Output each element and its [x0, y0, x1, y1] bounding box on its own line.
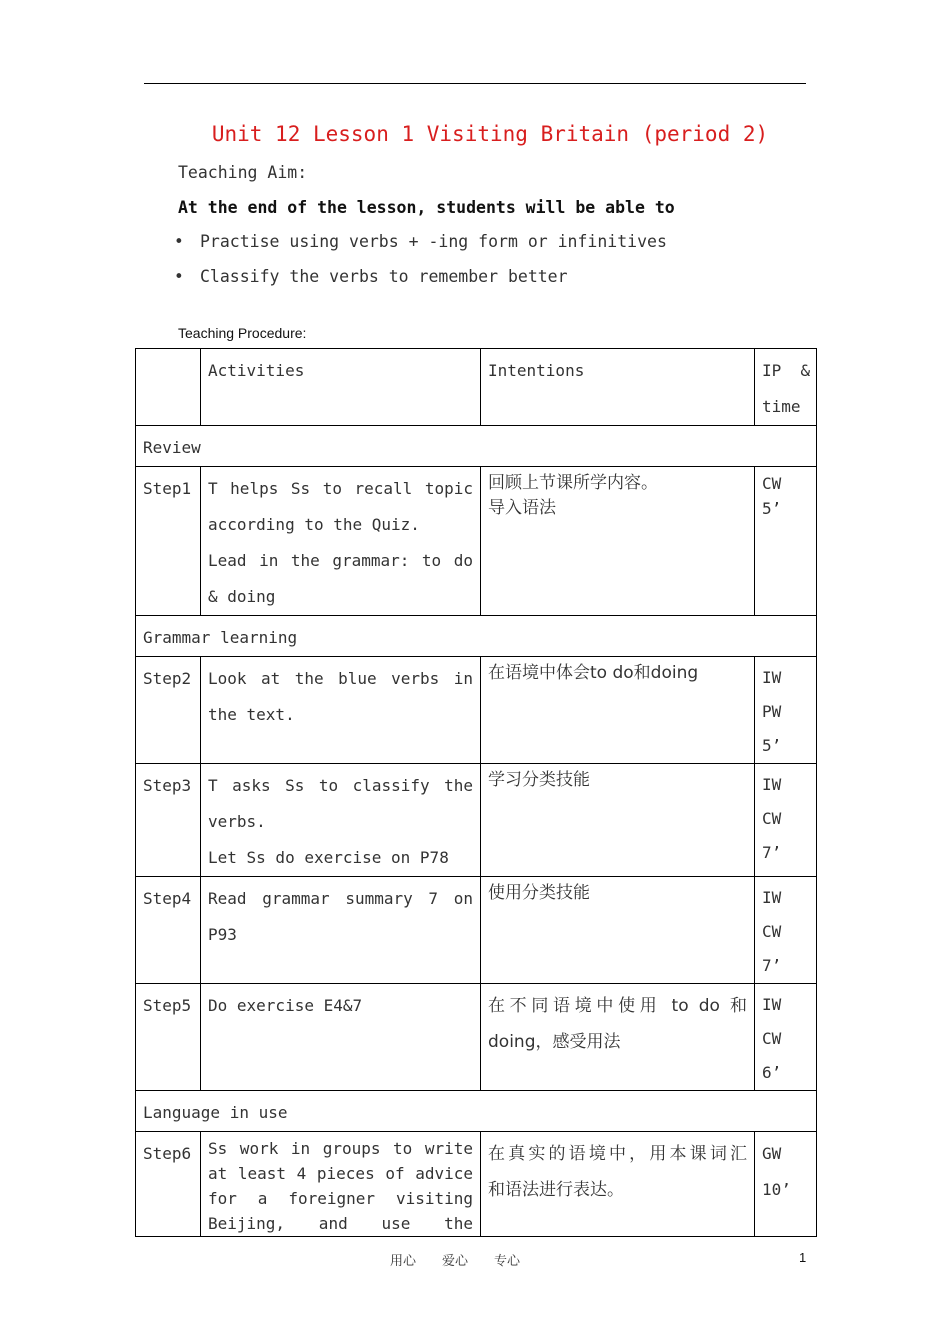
- intention-cell: [481, 467, 755, 616]
- ip-line: IW: [762, 775, 782, 794]
- activity-cell: [201, 1132, 481, 1237]
- header-rule: [144, 83, 806, 84]
- ip-cell: [755, 657, 817, 764]
- activity-line: Do exercise E4&7: [208, 996, 363, 1015]
- ip-line: IW: [762, 995, 782, 1014]
- ip-line: 5’: [762, 499, 782, 518]
- step-cell: Step1: [136, 467, 201, 616]
- step-cell: Step6: [136, 1132, 201, 1237]
- header-step-cell: [136, 349, 201, 426]
- activity-line: Ss work in groups to write: [208, 1139, 473, 1158]
- activity-line: P93: [208, 925, 237, 944]
- step-cell: Step4: [136, 877, 201, 984]
- intention-line: doing，感受用法: [488, 1032, 621, 1052]
- aim-bullet-item: [174, 232, 667, 251]
- header-ip-time: [755, 349, 817, 426]
- ip-line: PW: [762, 702, 782, 721]
- step-cell: Step2: [136, 657, 201, 764]
- table-row: [136, 657, 817, 764]
- ip-line: 7’: [762, 843, 782, 862]
- header-activities: Activities: [201, 349, 481, 426]
- footer-word: 用心: [390, 1254, 417, 1269]
- bullet-icon: •: [174, 267, 184, 286]
- intention-line: 导入语法: [488, 498, 556, 518]
- aim-bullet-text: Practise using verbs + -ing form or infinitives: [200, 232, 667, 251]
- section-review: Review: [136, 426, 817, 467]
- table-row: [136, 1132, 817, 1237]
- activity-line: Let Ss do exercise on P78: [208, 848, 449, 867]
- ip-line: GW: [762, 1144, 782, 1163]
- section-row: [136, 1091, 817, 1132]
- section-row: [136, 616, 817, 657]
- intention-line: 回顾上节课所学内容。: [488, 473, 658, 493]
- intention-cell: [481, 984, 755, 1091]
- bullet-icon: •: [174, 232, 184, 251]
- activity-line: according to the Quiz.: [208, 515, 420, 534]
- ip-line: IW: [762, 668, 782, 687]
- activity-line: Look at the blue verbs in: [208, 669, 473, 688]
- intention-cell: [481, 764, 755, 877]
- activity-line: Lead in the grammar: to do: [208, 551, 473, 570]
- ip-cell: [755, 467, 817, 616]
- page-number: 1: [799, 1250, 807, 1265]
- activity-line: T asks Ss to classify the: [208, 776, 473, 795]
- intention-line: 使用分类技能: [488, 883, 590, 903]
- activity-line: at least 4 pieces of advice: [208, 1164, 473, 1183]
- ip-cell: [755, 1132, 817, 1237]
- section-row: [136, 426, 817, 467]
- section-language: Language in use: [136, 1091, 817, 1132]
- activity-line: for a foreigner visiting: [208, 1189, 473, 1208]
- table-row: [136, 764, 817, 877]
- aim-bullet-item: [174, 267, 568, 286]
- activity-line: Beijing, and use the: [208, 1214, 473, 1233]
- ip-line: 10’: [762, 1180, 791, 1199]
- teaching-procedure-label: Teaching Procedure:: [178, 325, 307, 341]
- footer-word: 专心: [494, 1254, 521, 1269]
- step-cell: Step3: [136, 764, 201, 877]
- footer-word: 爱心: [442, 1254, 469, 1269]
- table-row: [136, 467, 817, 616]
- footer-motto: [390, 1250, 546, 1269]
- teaching-aim-label: Teaching Aim:: [178, 163, 308, 182]
- ip-line: CW: [762, 922, 782, 941]
- document-title: Unit 12 Lesson 1 Visiting Britain (period 2): [211, 122, 769, 146]
- table-row: [136, 984, 817, 1091]
- header-time: time: [762, 397, 801, 416]
- ip-cell: [755, 984, 817, 1091]
- activity-cell: [201, 467, 481, 616]
- ip-cell: [755, 764, 817, 877]
- procedure-table: [135, 348, 817, 1237]
- intention-line: 学习分类技能: [488, 770, 590, 790]
- activity-cell: [201, 877, 481, 984]
- ip-line: CW: [762, 809, 782, 828]
- ip-line: 7’: [762, 956, 782, 975]
- activity-line: verbs.: [208, 812, 266, 831]
- ip-line: 6’: [762, 1063, 782, 1082]
- step-cell: Step5: [136, 984, 201, 1091]
- activity-line: T helps Ss to recall topic: [208, 479, 473, 498]
- ip-line: 5’: [762, 736, 782, 755]
- teaching-aim-intro: At the end of the lesson, students will be able to: [178, 198, 675, 217]
- ip-line: CW: [762, 1029, 782, 1048]
- intention-cell: [481, 1132, 755, 1237]
- activity-cell: [201, 984, 481, 1091]
- activity-cell: [201, 764, 481, 877]
- header-ip: IP &: [762, 361, 811, 380]
- ip-line: IW: [762, 888, 782, 907]
- activity-line: Read grammar summary 7 on: [208, 889, 473, 908]
- table-row: [136, 877, 817, 984]
- ip-cell: [755, 877, 817, 984]
- intention-line: 在语境中体会to do和doing: [488, 663, 699, 683]
- activity-line: & doing: [208, 587, 276, 606]
- activity-line: the text.: [208, 705, 295, 724]
- header-intentions: Intentions: [481, 349, 755, 426]
- intention-cell: [481, 877, 755, 984]
- table-header-row: [136, 349, 817, 426]
- section-grammar: Grammar learning: [136, 616, 817, 657]
- aim-bullet-text: Classify the verbs to remember better: [200, 267, 568, 286]
- intention-line: 在真实的语境中，用本课词汇: [488, 1144, 747, 1164]
- intention-cell: [481, 657, 755, 764]
- intention-line: 在不同语境中使用 to do 和: [488, 996, 747, 1016]
- intention-line: 和语法进行表达。: [488, 1180, 624, 1200]
- activity-cell: [201, 657, 481, 764]
- ip-line: CW: [762, 474, 782, 493]
